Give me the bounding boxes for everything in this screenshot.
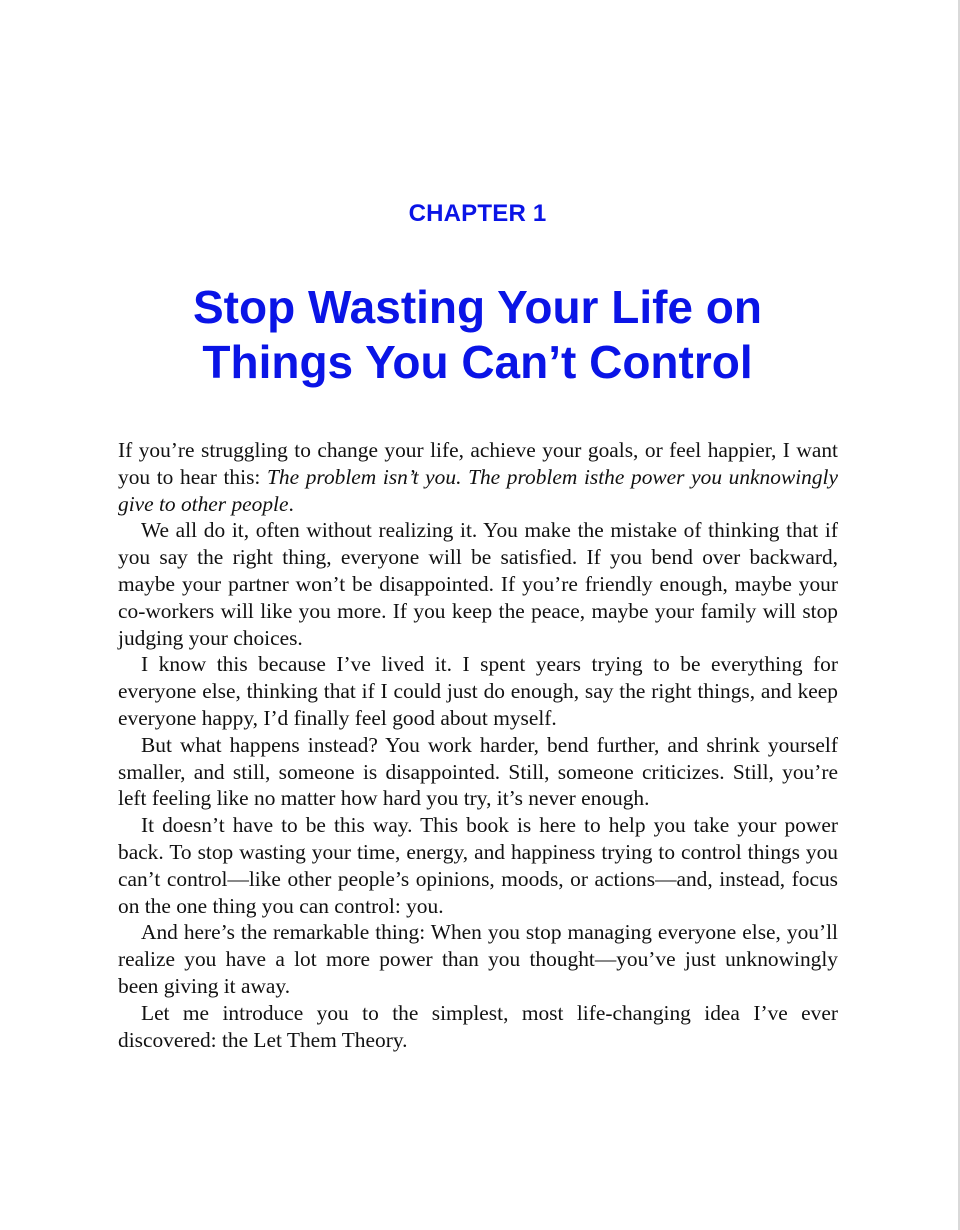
chapter-title: [0, 280, 955, 390]
paragraph-1-lead: If you’re struggling to change your life, achieve your goals, or feel happier, I want you to hear this:: [118, 438, 838, 489]
paragraph-3: I know this because I’ve lived it. I spent years trying to be everything for everyone else, thinking that if I could just do enough, say the right things, and keep everyone happy, I’d finally feel good about myself.: [118, 652, 838, 730]
paragraph-1: [118, 437, 838, 517]
chapter-body: [118, 437, 838, 1053]
paragraph-6: And here’s the remarkable thing: When you stop managing everyone else, you’ll realize you have a lot more power than you thought—you’ve just unknowingly been giving it away.: [118, 920, 838, 998]
paragraph-4: But what happens instead? You work harder, bend further, and shrink yourself smaller, and still, someone is disappointed. Still, someone criticizes. Still, you’re left feeling like no matter how hard you try, it’s never enough.: [118, 732, 838, 811]
paragraph-7: Let me introduce you to the simplest, most life-changing idea I’ve ever discovered: the Let Them Theory.: [118, 1000, 838, 1052]
paragraph-1-italic: The problem isn’t you. The problem isthe power you unknowingly give to other people: [118, 464, 838, 516]
chapter-number: CHAPTER 1: [408, 200, 547, 227]
chapter-title-line-1: Stop Wasting Your Life on: [192, 281, 762, 333]
paragraph-1-tail: .: [288, 491, 294, 516]
paragraph-5: It doesn’t have to be this way. This book is here to help you take your power back. To stop wasting your time, energy, and happiness trying to control things you can’t control—like other people’s opinions, moods, or actions—and, instead, focus on the one thing you can control: you.: [118, 813, 838, 918]
chapter-title-line-2: Things You Can’t Control: [202, 336, 753, 388]
paragraph-2: We all do it, often without realizing it. You make the mistake of thinking that if you say the right thing, everyone will be satisfied. If you bend over backward, maybe your partner won’t be disappointed. If you’re friendly enough, maybe your co-workers will like you more. If you keep the peace, maybe your family will stop judging your choices.: [118, 518, 838, 650]
